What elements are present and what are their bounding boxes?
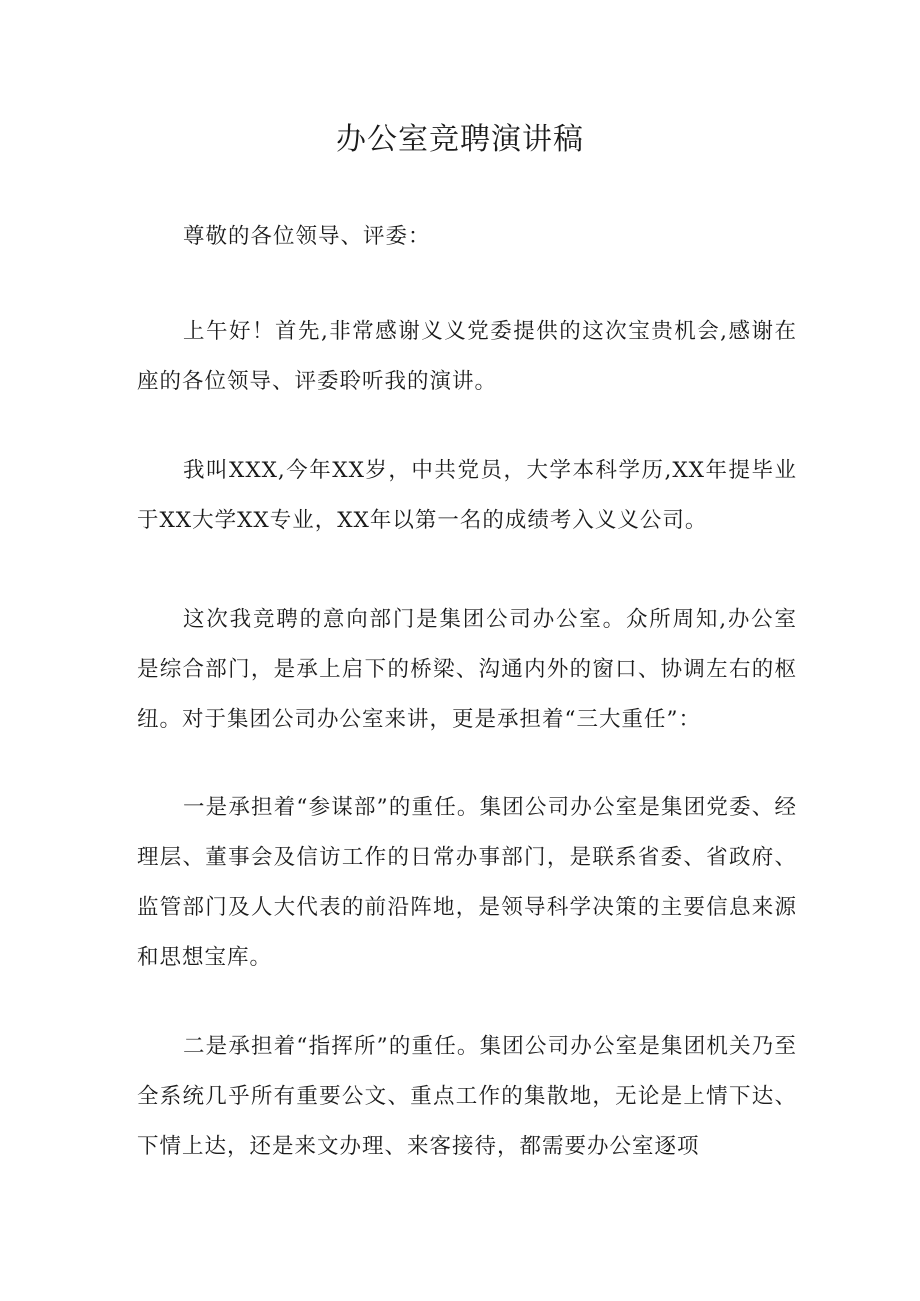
paragraph-second-duty: 二是承担着“指挥所”的重任。集团公司办公室是集团机关乃至全系统几乎所有重要公文、重点工作的集散地，无论是上情下达、下情上达，还是来文办理、来客接待，都需要办公室逐项 xyxy=(137,1034,797,1159)
document-title: 办公室竞聘演讲稿 xyxy=(336,122,584,157)
paragraph-first-duty: 一是承担着“参谋部”的重任。集团公司办公室是集团党委、经理层、董事会及信访工作的日常办事部门，是联系省委、省政府、监管部门及人大代表的前沿阵地，是领导科学决策的主要信息来源和思想宝库。 xyxy=(137,795,797,970)
paragraph-introduction: 我叫XXX,今年XX岁，中共党员，大学本科学历,XX年提毕业于XX大学XX专业，XX年以第一名的成绩考入义义公司。 xyxy=(137,458,797,533)
paragraph-target-department: 这次我竞聘的意向部门是集团公司办公室。众所周知,办公室是综合部门，是承上启下的桥梁、沟通内外的窗口、协调左右的枢纽。对于集团公司办公室来讲，更是承担着“三大重任”： xyxy=(137,607,797,732)
salutation: 尊敬的各位领导、评委： xyxy=(183,224,431,249)
paragraph-greeting: 上午好！首先,非常感谢义义党委提供的这次宝贵机会,感谢在座的各位领导、评委聆听我的演讲。 xyxy=(137,319,797,394)
